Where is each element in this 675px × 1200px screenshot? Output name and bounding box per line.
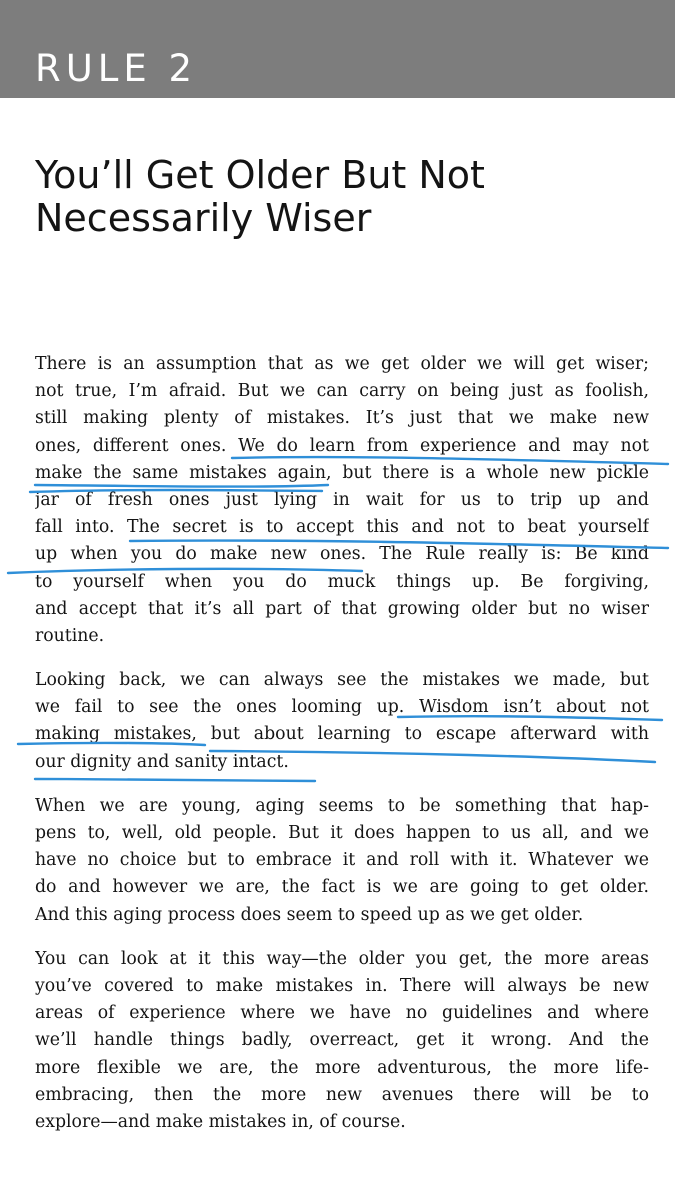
text-line: routine. — [35, 625, 105, 646]
chapter-title-line: Necessarily Wiser — [35, 196, 372, 240]
chapter-title-line: You’ll Get Older But Not — [35, 153, 485, 197]
text-line: jar of fresh ones just lying in wait for us to trip up and — [35, 489, 649, 510]
paragraph — [35, 946, 649, 1136]
text-line: fall into. The secret is to accept this and not to beat yourself — [35, 517, 649, 538]
text-line: up when you do make new ones. The Rule really is: Be kind — [35, 544, 649, 565]
paragraph — [35, 667, 649, 776]
chapter-title — [35, 154, 655, 240]
rule-label: RULE 2 — [35, 47, 198, 90]
text-line: you’ve covered to make mistakes in. There will always be new — [35, 975, 649, 996]
paragraph — [35, 793, 649, 929]
text-line: do and however we are, the fact is we are going to get older. — [35, 877, 649, 898]
text-line: more flexible we are, the more adventurous, the more life- — [35, 1057, 649, 1078]
text-line: You can look at it this way—the older you get, the more areas — [35, 948, 649, 969]
text-line: embracing, then the more new avenues there will be to — [35, 1084, 649, 1105]
text-line: make the same mistakes again, but there is a whole new pickle — [35, 462, 649, 483]
text-line: still making plenty of mistakes. It’s just that we make new — [35, 408, 649, 429]
text-line: areas of experience where we have no guidelines and where — [35, 1003, 649, 1024]
text-line: we’ll handle things badly, overreact, get it wrong. And the — [35, 1030, 649, 1051]
body-text — [35, 351, 649, 1153]
text-line: pens to, well, old people. But it does happen to us all, and we — [35, 823, 649, 843]
text-line: explore—and make mistakes in, of course. — [35, 1111, 406, 1132]
rule-header-bar — [0, 0, 675, 98]
text-line: not true, I’m afraid. But we can carry on being just as foolish, — [35, 381, 649, 402]
text-line: we fail to see the ones looming up. Wisdom isn’t about not — [35, 697, 649, 718]
text-line: ones, different ones. We do learn from experience and may not — [35, 435, 649, 456]
text-line: Looking back, we can always see the mistakes we made, but — [35, 670, 649, 691]
text-line: to yourself when you do muck things up. Be forgiving, — [35, 571, 649, 592]
text-line: and accept that it’s all part of that growing older but no wiser — [35, 598, 649, 619]
text-line: our dignity and sanity intact. — [35, 751, 289, 772]
text-line: making mistakes, but about learning to escape afterward with — [35, 724, 649, 745]
text-line: When we are young, aging seems to be something that hap- — [35, 795, 649, 816]
paragraph — [35, 351, 649, 650]
text-line: And this aging process does seem to speed up as we get older. — [35, 904, 584, 925]
text-line: have no choice but to embrace it and roll with it. Whatever we — [35, 850, 649, 871]
text-line: There is an assumption that as we get older we will get wiser; — [35, 354, 649, 374]
